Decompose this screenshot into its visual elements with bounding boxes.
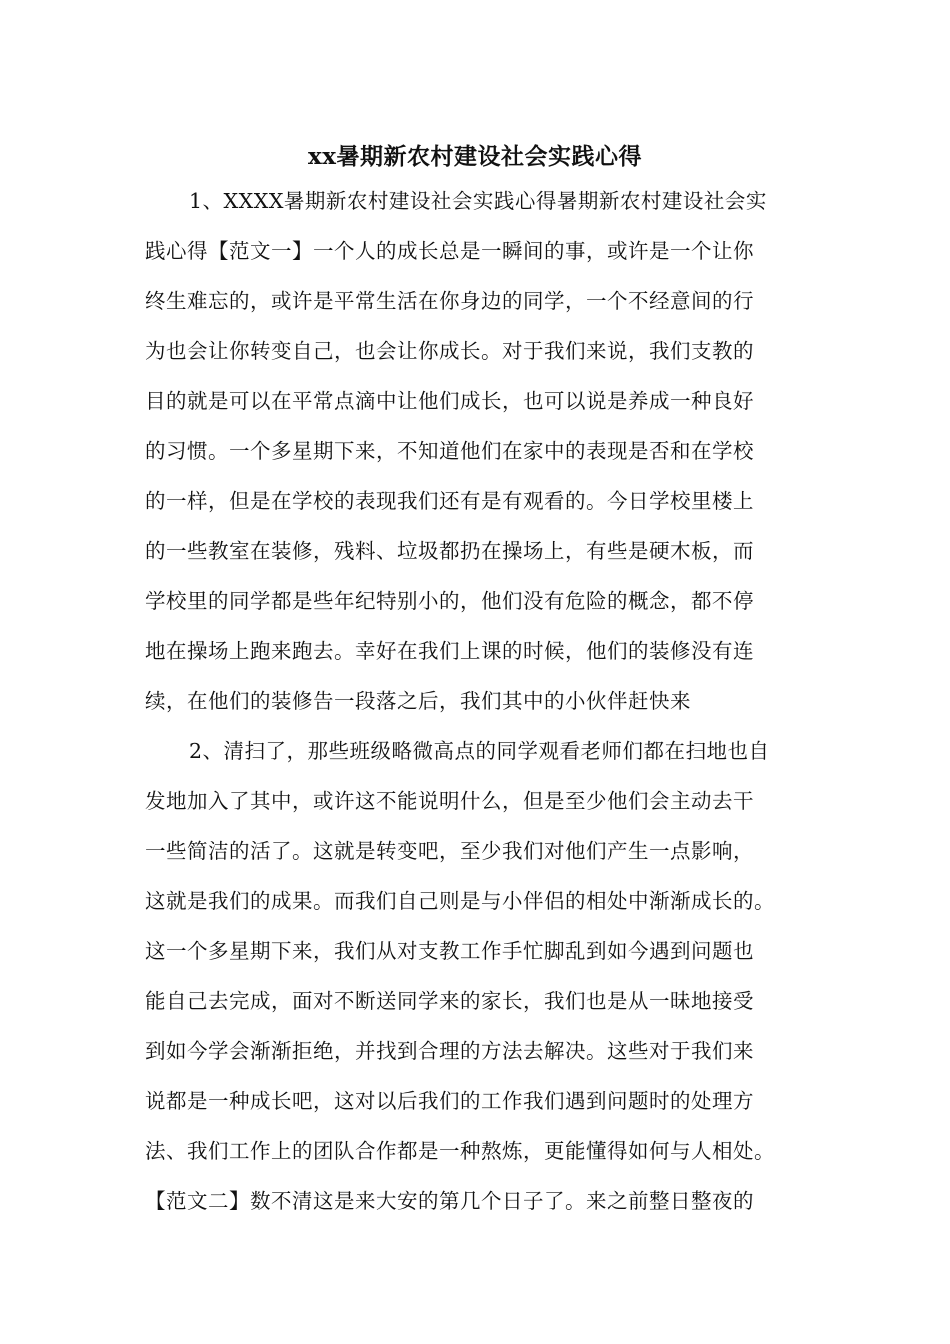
paragraph-1-line-9: 学校里的同学都是些年纪特别小的，他们没有危险的概念，都不停 (145, 589, 754, 613)
paragraph-2-line-5: 这一个多星期下来，我们从对支教工作手忙脚乱到如今遇到问题也 (145, 939, 754, 963)
paragraph-2-line-4: 这就是我们的成果。而我们自己则是与小伴侣的相处中渐渐成长的。 (145, 889, 775, 913)
paragraph-1-line-1: 1、XXXX暑期新农村建设社会实践心得暑期新农村建设社会实 (189, 189, 767, 213)
paragraph-1-line-6: 的习惯。一个多星期下来，不知道他们在家中的表现是否和在学校 (145, 439, 754, 463)
paragraph-2-line-3: 一些简洁的活了。这就是转变吧，至少我们对他们产生一点影响， (145, 839, 754, 863)
paragraph-2-line-2: 发地加入了其中，或许这不能说明什么，但是至少他们会主动去干 (145, 789, 754, 813)
paragraph-2-line-8: 说都是一种成长吧，这对以后我们的工作我们遇到问题时的处理方 (145, 1089, 754, 1113)
paragraph-1-line-11: 续，在他们的装修告一段落之后，我们其中的小伙伴赶快来 (145, 689, 691, 713)
paragraph-1-line-7: 的一样，但是在学校的表现我们还有是有观看的。今日学校里楼上 (145, 489, 754, 513)
paragraph-1-line-2: 践心得【范文一】一个人的成长总是一瞬间的事，或许是一个让你 (145, 239, 754, 263)
paragraph-2-line-9: 法、我们工作上的团队合作都是一种熬炼，更能懂得如何与人相处。 (145, 1139, 775, 1163)
paragraph-2-line-10: 【范文二】数不清这是来大安的第几个日子了。来之前整日整夜的 (145, 1189, 754, 1213)
paragraph-1-line-5: 目的就是可以在平常点滴中让他们成长，也可以说是养成一种良好 (145, 389, 754, 413)
paragraph-1-line-3: 终生难忘的，或许是平常生活在你身边的同学，一个不经意间的行 (145, 289, 754, 313)
paragraph-2-line-1: 2、清扫了，那些班级略微高点的同学观看老师们都在扫地也自 (189, 739, 770, 763)
paragraph-1-line-8: 的一些教室在装修，残料、垃圾都扔在操场上，有些是硬木板，而 (145, 539, 754, 563)
document-title: xx暑期新农村建设社会实践心得 (308, 143, 642, 170)
paragraph-1-line-10: 地在操场上跑来跑去。幸好在我们上课的时候，他们的装修没有连 (145, 639, 754, 663)
paragraph-1-line-4: 为也会让你转变自己，也会让你成长。对于我们来说，我们支教的 (145, 339, 754, 363)
paragraph-2-line-7: 到如今学会渐渐拒绝，并找到合理的方法去解决。这些对于我们来 (145, 1039, 754, 1063)
paragraph-2-line-6: 能自己去完成，面对不断送同学来的家长，我们也是从一昧地接受 (145, 989, 754, 1013)
